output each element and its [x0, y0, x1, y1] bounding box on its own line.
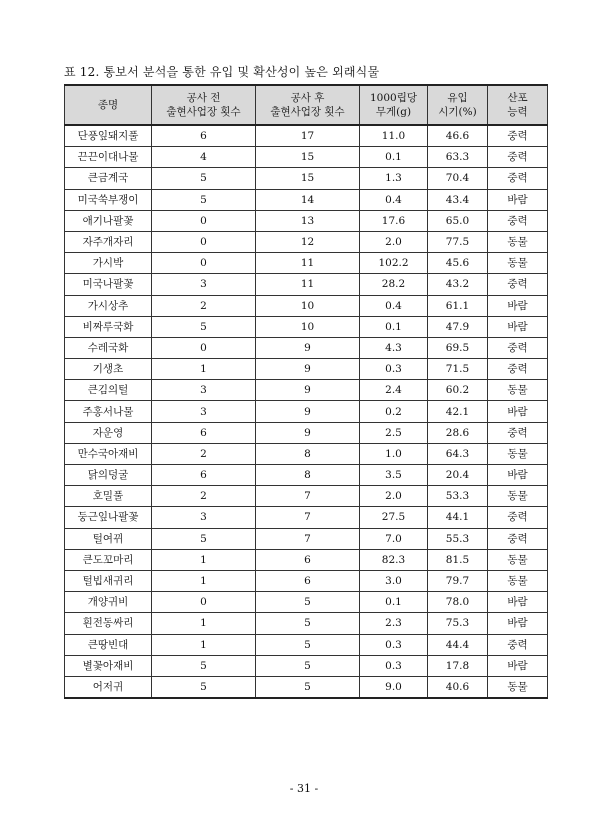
cell-after-count: 15: [256, 168, 360, 189]
cell-before-count: 3: [152, 274, 256, 295]
cell-before-count: 0: [152, 253, 256, 274]
cell-after-count: 10: [256, 295, 360, 316]
cell-dispersal: 중력: [488, 125, 548, 147]
cell-introduction-period: 63.3: [428, 147, 488, 168]
header-before: [152, 85, 256, 125]
cell-before-count: 0: [152, 231, 256, 252]
cell-after-count: 15: [256, 147, 360, 168]
table-row: [65, 316, 548, 337]
cell-introduction-period: 78.0: [428, 592, 488, 613]
table-row: [65, 274, 548, 295]
cell-dispersal: 중력: [488, 359, 548, 380]
cell-species: 개양귀비: [65, 592, 152, 613]
cell-seed-weight: 0.3: [360, 359, 428, 380]
cell-seed-weight: 2.4: [360, 380, 428, 401]
table-body: [65, 125, 548, 698]
cell-after-count: 7: [256, 507, 360, 528]
cell-dispersal: 바람: [488, 655, 548, 676]
cell-seed-weight: 17.6: [360, 210, 428, 231]
cell-after-count: 5: [256, 613, 360, 634]
cell-introduction-period: 77.5: [428, 231, 488, 252]
header-period: [428, 85, 488, 125]
cell-before-count: 1: [152, 359, 256, 380]
cell-dispersal: 바람: [488, 465, 548, 486]
cell-species: 끈끈이대나물: [65, 147, 152, 168]
cell-before-count: 1: [152, 549, 256, 570]
header-dispersal-line1: 산포: [507, 92, 528, 104]
table-row: [65, 613, 548, 634]
cell-dispersal: 중력: [488, 274, 548, 295]
cell-species: 자주개자리: [65, 231, 152, 252]
cell-dispersal: 바람: [488, 592, 548, 613]
table-row: [65, 507, 548, 528]
header-dispersal: [488, 85, 548, 125]
cell-introduction-period: 81.5: [428, 549, 488, 570]
cell-introduction-period: 69.5: [428, 337, 488, 358]
table-row: [65, 189, 548, 210]
cell-after-count: 5: [256, 676, 360, 698]
cell-species: 큰도꼬마리: [65, 549, 152, 570]
cell-dispersal: 동물: [488, 443, 548, 464]
table-row: [65, 253, 548, 274]
cell-before-count: 5: [152, 655, 256, 676]
table-row: [65, 549, 548, 570]
cell-dispersal: 동물: [488, 676, 548, 698]
cell-seed-weight: 0.1: [360, 147, 428, 168]
cell-introduction-period: 53.3: [428, 486, 488, 507]
cell-introduction-period: 75.3: [428, 613, 488, 634]
cell-species: 별꽃아재비: [65, 655, 152, 676]
cell-seed-weight: 0.3: [360, 655, 428, 676]
cell-dispersal: 중력: [488, 168, 548, 189]
cell-species: 털빕새귀리: [65, 570, 152, 591]
cell-dispersal: 동물: [488, 380, 548, 401]
cell-introduction-period: 17.8: [428, 655, 488, 676]
cell-introduction-period: 43.4: [428, 189, 488, 210]
table-row: [65, 380, 548, 401]
alien-plant-table: [64, 84, 548, 699]
cell-species: 비짜루국화: [65, 316, 152, 337]
cell-introduction-period: 20.4: [428, 465, 488, 486]
cell-dispersal: 동물: [488, 486, 548, 507]
cell-introduction-period: 45.6: [428, 253, 488, 274]
cell-species: 닭의덩굴: [65, 465, 152, 486]
cell-species: 만수국아재비: [65, 443, 152, 464]
header-after: [256, 85, 360, 125]
cell-before-count: 4: [152, 147, 256, 168]
cell-introduction-period: 47.9: [428, 316, 488, 337]
cell-seed-weight: 2.3: [360, 613, 428, 634]
header-dispersal-line2: 능력: [507, 106, 528, 118]
header-before-line1: 공사 전: [186, 92, 221, 104]
cell-before-count: 0: [152, 337, 256, 358]
cell-before-count: 2: [152, 295, 256, 316]
cell-before-count: 5: [152, 528, 256, 549]
cell-before-count: 1: [152, 613, 256, 634]
cell-after-count: 13: [256, 210, 360, 231]
cell-after-count: 5: [256, 634, 360, 655]
cell-after-count: 6: [256, 549, 360, 570]
cell-dispersal: 중력: [488, 422, 548, 443]
cell-after-count: 14: [256, 189, 360, 210]
cell-introduction-period: 28.6: [428, 422, 488, 443]
cell-before-count: 2: [152, 443, 256, 464]
header-species: 종명: [65, 85, 152, 125]
cell-introduction-period: 70.4: [428, 168, 488, 189]
header-period-line2: 시기(%): [438, 106, 477, 118]
cell-seed-weight: 27.5: [360, 507, 428, 528]
cell-after-count: 5: [256, 655, 360, 676]
cell-species: 어저귀: [65, 676, 152, 698]
cell-before-count: 0: [152, 210, 256, 231]
cell-dispersal: 바람: [488, 295, 548, 316]
header-before-line2: 출현사업장 횟수: [166, 106, 241, 118]
cell-species: 호밀풀: [65, 486, 152, 507]
table-row: [65, 401, 548, 422]
header-after-line1: 공사 후: [290, 92, 325, 104]
cell-species: 큰김의털: [65, 380, 152, 401]
cell-after-count: 8: [256, 443, 360, 464]
cell-introduction-period: 61.1: [428, 295, 488, 316]
table-row: [65, 570, 548, 591]
cell-introduction-period: 71.5: [428, 359, 488, 380]
cell-seed-weight: 28.2: [360, 274, 428, 295]
cell-after-count: 12: [256, 231, 360, 252]
cell-before-count: 5: [152, 676, 256, 698]
cell-species: 단풍잎돼지풀: [65, 125, 152, 147]
cell-seed-weight: 3.5: [360, 465, 428, 486]
table-row: [65, 528, 548, 549]
table-row: [65, 465, 548, 486]
cell-before-count: 6: [152, 465, 256, 486]
cell-after-count: 9: [256, 380, 360, 401]
cell-species: 미국쑥부쟁이: [65, 189, 152, 210]
cell-before-count: 5: [152, 168, 256, 189]
cell-species: 가시박: [65, 253, 152, 274]
cell-seed-weight: 1.3: [360, 168, 428, 189]
cell-before-count: 3: [152, 507, 256, 528]
cell-after-count: 10: [256, 316, 360, 337]
cell-seed-weight: 0.2: [360, 401, 428, 422]
cell-introduction-period: 65.0: [428, 210, 488, 231]
cell-after-count: 9: [256, 359, 360, 380]
cell-species: 큰금계국: [65, 168, 152, 189]
table-row: [65, 676, 548, 698]
cell-seed-weight: 0.3: [360, 634, 428, 655]
table-caption: 표 12. 통보서 분석을 통한 유입 및 확산성이 높은 외래식물: [64, 65, 380, 79]
header-period-line1: 유입: [447, 92, 468, 104]
cell-species: 주홍서나물: [65, 401, 152, 422]
cell-seed-weight: 4.3: [360, 337, 428, 358]
cell-species: 수레국화: [65, 337, 152, 358]
cell-species: 자운영: [65, 422, 152, 443]
cell-after-count: 9: [256, 401, 360, 422]
cell-seed-weight: 82.3: [360, 549, 428, 570]
cell-after-count: 5: [256, 592, 360, 613]
cell-seed-weight: 3.0: [360, 570, 428, 591]
cell-after-count: 17: [256, 125, 360, 147]
table-row: [65, 337, 548, 358]
cell-before-count: 3: [152, 380, 256, 401]
cell-dispersal: 중력: [488, 210, 548, 231]
cell-seed-weight: 0.4: [360, 295, 428, 316]
cell-species: 털여뀌: [65, 528, 152, 549]
cell-dispersal: 중력: [488, 528, 548, 549]
cell-seed-weight: 2.0: [360, 231, 428, 252]
cell-before-count: 3: [152, 401, 256, 422]
table-row: [65, 486, 548, 507]
cell-introduction-period: 79.7: [428, 570, 488, 591]
table-row: [65, 592, 548, 613]
cell-dispersal: 동물: [488, 231, 548, 252]
cell-introduction-period: 42.1: [428, 401, 488, 422]
cell-before-count: 5: [152, 189, 256, 210]
table-row: [65, 359, 548, 380]
cell-dispersal: 중력: [488, 147, 548, 168]
cell-seed-weight: 0.1: [360, 316, 428, 337]
cell-species: 둥근잎나팔꽃: [65, 507, 152, 528]
cell-species: 기생초: [65, 359, 152, 380]
cell-seed-weight: 7.0: [360, 528, 428, 549]
cell-after-count: 11: [256, 274, 360, 295]
table-row: [65, 634, 548, 655]
cell-introduction-period: 64.3: [428, 443, 488, 464]
cell-introduction-period: 44.4: [428, 634, 488, 655]
header-after-line2: 출현사업장 횟수: [270, 106, 345, 118]
cell-seed-weight: 2.0: [360, 486, 428, 507]
table-row: [65, 125, 548, 147]
table-row: [65, 295, 548, 316]
cell-seed-weight: 9.0: [360, 676, 428, 698]
cell-after-count: 7: [256, 528, 360, 549]
cell-dispersal: 중력: [488, 337, 548, 358]
table-row: [65, 443, 548, 464]
cell-dispersal: 중력: [488, 634, 548, 655]
cell-after-count: 6: [256, 570, 360, 591]
cell-seed-weight: 0.4: [360, 189, 428, 210]
table-row: [65, 210, 548, 231]
cell-species: 가시상추: [65, 295, 152, 316]
cell-seed-weight: 11.0: [360, 125, 428, 147]
cell-dispersal: 중력: [488, 507, 548, 528]
cell-introduction-period: 43.2: [428, 274, 488, 295]
cell-introduction-period: 55.3: [428, 528, 488, 549]
cell-species: 미국나팔꽃: [65, 274, 152, 295]
cell-before-count: 0: [152, 592, 256, 613]
cell-species: 큰땅빈대: [65, 634, 152, 655]
cell-dispersal: 동물: [488, 549, 548, 570]
table-row: [65, 168, 548, 189]
cell-dispersal: 동물: [488, 570, 548, 591]
header-row: [65, 85, 548, 125]
cell-introduction-period: 40.6: [428, 676, 488, 698]
cell-after-count: 9: [256, 337, 360, 358]
cell-dispersal: 동물: [488, 253, 548, 274]
cell-introduction-period: 46.6: [428, 125, 488, 147]
cell-species: 애기나팔꽃: [65, 210, 152, 231]
cell-seed-weight: 2.5: [360, 422, 428, 443]
table-row: [65, 655, 548, 676]
cell-dispersal: 바람: [488, 316, 548, 337]
cell-dispersal: 바람: [488, 189, 548, 210]
cell-after-count: 11: [256, 253, 360, 274]
cell-seed-weight: 1.0: [360, 443, 428, 464]
cell-before-count: 6: [152, 422, 256, 443]
cell-introduction-period: 44.1: [428, 507, 488, 528]
header-weight-line2: 무게(g): [375, 106, 412, 118]
cell-dispersal: 바람: [488, 401, 548, 422]
cell-before-count: 1: [152, 570, 256, 591]
table-row: [65, 231, 548, 252]
header-weight: [360, 85, 428, 125]
table-row: [65, 147, 548, 168]
cell-species: 흰전동싸리: [65, 613, 152, 634]
cell-after-count: 7: [256, 486, 360, 507]
cell-introduction-period: 60.2: [428, 380, 488, 401]
cell-seed-weight: 102.2: [360, 253, 428, 274]
cell-dispersal: 바람: [488, 613, 548, 634]
cell-after-count: 8: [256, 465, 360, 486]
page-number: - 31 -: [289, 782, 319, 795]
cell-seed-weight: 0.1: [360, 592, 428, 613]
cell-before-count: 2: [152, 486, 256, 507]
cell-after-count: 9: [256, 422, 360, 443]
cell-before-count: 6: [152, 125, 256, 147]
header-weight-line1: 1000립당: [369, 92, 417, 104]
cell-before-count: 5: [152, 316, 256, 337]
table-row: [65, 422, 548, 443]
cell-before-count: 1: [152, 634, 256, 655]
